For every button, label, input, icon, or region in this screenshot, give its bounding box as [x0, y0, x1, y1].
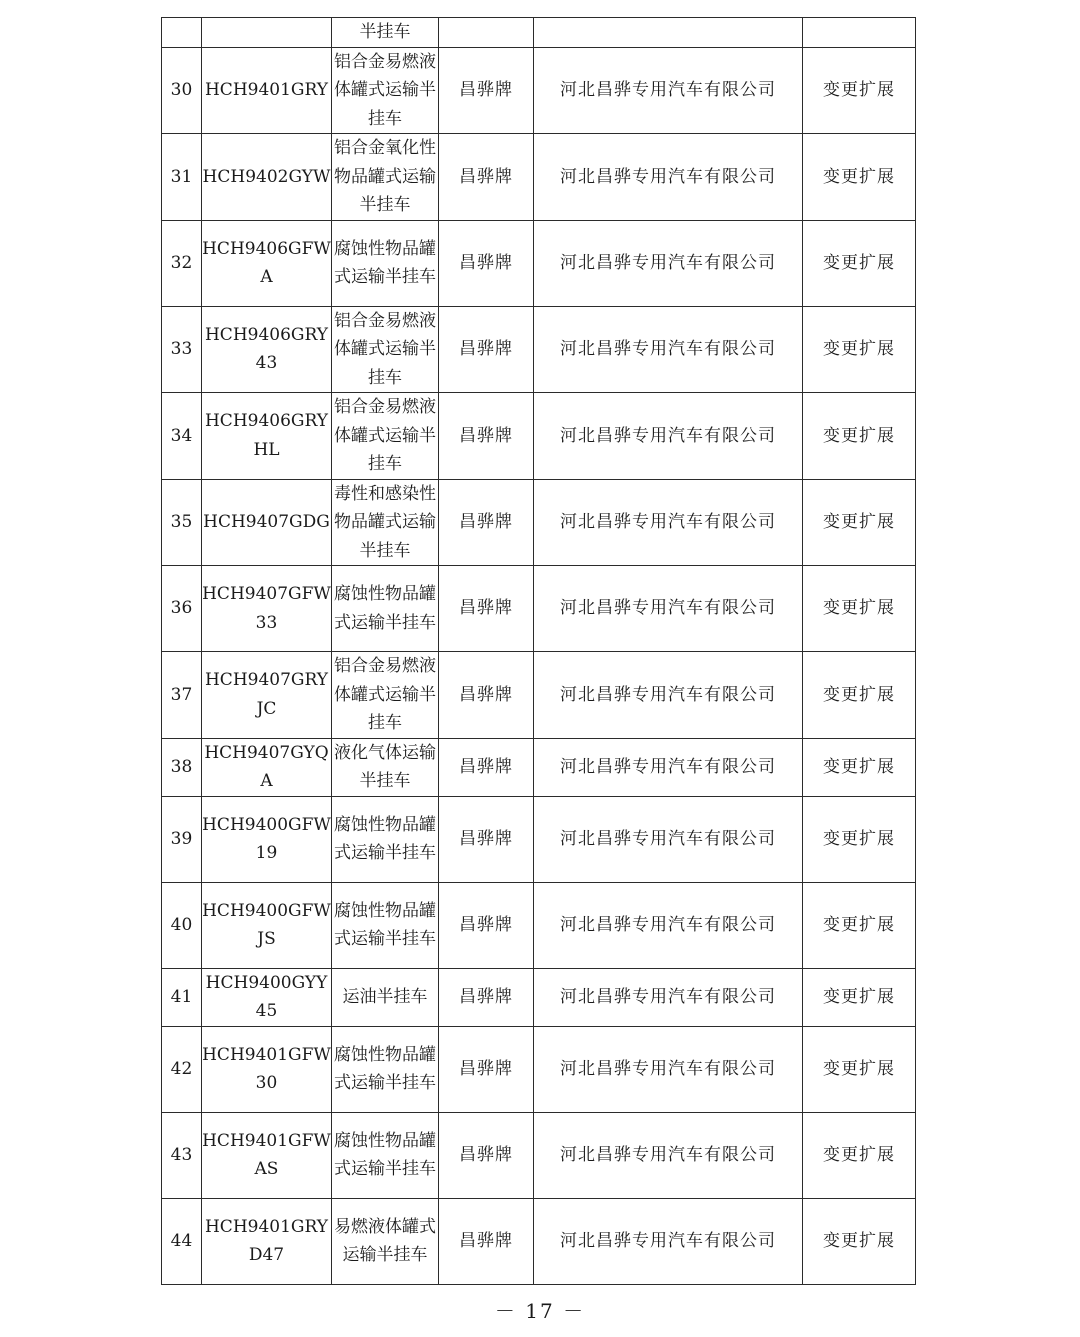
- row-number: 36: [162, 566, 202, 652]
- row-number: 40: [162, 882, 202, 968]
- row-number: 44: [162, 1198, 202, 1284]
- company: 河北昌骅专用汽车有限公司: [534, 134, 803, 221]
- brand: 昌骅牌: [439, 393, 534, 480]
- product-model: HCH9400GFW19: [202, 796, 332, 882]
- company: 河北昌骅专用汽车有限公司: [534, 479, 803, 566]
- row-number: 41: [162, 968, 202, 1026]
- brand: 昌骅牌: [439, 882, 534, 968]
- table-row: [162, 882, 916, 968]
- product-model: HCH9401GFWAS: [202, 1112, 332, 1198]
- product-model: HCH9407GRYJC: [202, 652, 332, 739]
- product-model: HCH9407GDG: [202, 479, 332, 566]
- product-name: 腐蚀性物品罐式运输半挂车: [332, 220, 439, 306]
- product-model: HCH9407GYQA: [202, 738, 332, 796]
- change-type: 变更扩展: [803, 479, 916, 566]
- company: 河北昌骅专用汽车有限公司: [534, 1112, 803, 1198]
- product-name: 铝合金易燃液体罐式运输半挂车: [332, 652, 439, 739]
- change-type: 变更扩展: [803, 47, 916, 134]
- product-model: HCH9406GFWA: [202, 220, 332, 306]
- vehicle-table-body: [162, 18, 916, 1285]
- product-name: 腐蚀性物品罐式运输半挂车: [332, 1112, 439, 1198]
- change-type: 变更扩展: [803, 738, 916, 796]
- company: [534, 18, 803, 48]
- table-row: [162, 393, 916, 480]
- row-number: 35: [162, 479, 202, 566]
- table-row: [162, 47, 916, 134]
- product-model: HCH9406GRYHL: [202, 393, 332, 480]
- brand: [439, 18, 534, 48]
- change-type: 变更扩展: [803, 652, 916, 739]
- company: 河北昌骅专用汽车有限公司: [534, 652, 803, 739]
- company: 河北昌骅专用汽车有限公司: [534, 47, 803, 134]
- row-number: 38: [162, 738, 202, 796]
- change-type: 变更扩展: [803, 1026, 916, 1112]
- page-number: － 17 －: [494, 1299, 586, 1323]
- product-name: 铝合金易燃液体罐式运输半挂车: [332, 306, 439, 393]
- product-name: 腐蚀性物品罐式运输半挂车: [332, 1026, 439, 1112]
- product-name: 运油半挂车: [332, 968, 439, 1026]
- product-name: 铝合金氧化性物品罐式运输半挂车: [332, 134, 439, 221]
- table-row: [162, 1112, 916, 1198]
- product-model: HCH9407GFW33: [202, 566, 332, 652]
- table-row: [162, 968, 916, 1026]
- company: 河北昌骅专用汽车有限公司: [534, 220, 803, 306]
- product-name: 腐蚀性物品罐式运输半挂车: [332, 882, 439, 968]
- product-model: HCH9401GFW30: [202, 1026, 332, 1112]
- company: 河北昌骅专用汽车有限公司: [534, 882, 803, 968]
- change-type: 变更扩展: [803, 393, 916, 480]
- company: 河北昌骅专用汽车有限公司: [534, 566, 803, 652]
- row-number: [162, 18, 202, 48]
- change-type: 变更扩展: [803, 1198, 916, 1284]
- product-name: 铝合金易燃液体罐式运输半挂车: [332, 47, 439, 134]
- product-model: HCH9402GYW: [202, 134, 332, 221]
- product-model: HCH9401GRY: [202, 47, 332, 134]
- product-model: HCH9400GFWJS: [202, 882, 332, 968]
- table-row: [162, 1198, 916, 1284]
- change-type: 变更扩展: [803, 134, 916, 221]
- table-row: [162, 306, 916, 393]
- row-number: 42: [162, 1026, 202, 1112]
- table-row: [162, 134, 916, 221]
- change-type: 变更扩展: [803, 968, 916, 1026]
- brand: 昌骅牌: [439, 796, 534, 882]
- company: 河北昌骅专用汽车有限公司: [534, 1198, 803, 1284]
- company: 河北昌骅专用汽车有限公司: [534, 306, 803, 393]
- product-name: 半挂车: [332, 18, 439, 48]
- table-row: [162, 796, 916, 882]
- brand: 昌骅牌: [439, 738, 534, 796]
- product-name: 液化气体运输半挂车: [332, 738, 439, 796]
- change-type: 变更扩展: [803, 220, 916, 306]
- brand: 昌骅牌: [439, 220, 534, 306]
- table-row: [162, 566, 916, 652]
- change-type: 变更扩展: [803, 566, 916, 652]
- product-name: 易燃液体罐式运输半挂车: [332, 1198, 439, 1284]
- row-number: 43: [162, 1112, 202, 1198]
- brand: 昌骅牌: [439, 652, 534, 739]
- company: 河北昌骅专用汽车有限公司: [534, 796, 803, 882]
- brand: 昌骅牌: [439, 566, 534, 652]
- brand: 昌骅牌: [439, 1026, 534, 1112]
- brand: 昌骅牌: [439, 134, 534, 221]
- company: 河北昌骅专用汽车有限公司: [534, 968, 803, 1026]
- product-model: [202, 18, 332, 48]
- table-row: [162, 652, 916, 739]
- table-row: [162, 220, 916, 306]
- company: 河北昌骅专用汽车有限公司: [534, 393, 803, 480]
- brand: 昌骅牌: [439, 479, 534, 566]
- change-type: 变更扩展: [803, 306, 916, 393]
- change-type: 变更扩展: [803, 1112, 916, 1198]
- brand: 昌骅牌: [439, 968, 534, 1026]
- change-type: 变更扩展: [803, 882, 916, 968]
- vehicle-table: [161, 17, 916, 1285]
- product-name: 腐蚀性物品罐式运输半挂车: [332, 566, 439, 652]
- row-number: 32: [162, 220, 202, 306]
- row-number: 39: [162, 796, 202, 882]
- table-row: [162, 1026, 916, 1112]
- row-number: 37: [162, 652, 202, 739]
- product-name: 毒性和感染性物品罐式运输半挂车: [332, 479, 439, 566]
- brand: 昌骅牌: [439, 306, 534, 393]
- table-row-continuation: [162, 18, 916, 48]
- change-type: 变更扩展: [803, 796, 916, 882]
- row-number: 30: [162, 47, 202, 134]
- row-number: 31: [162, 134, 202, 221]
- company: 河北昌骅专用汽车有限公司: [534, 738, 803, 796]
- product-model: HCH9400GYY45: [202, 968, 332, 1026]
- product-model: HCH9401GRYD47: [202, 1198, 332, 1284]
- product-name: 腐蚀性物品罐式运输半挂车: [332, 796, 439, 882]
- row-number: 33: [162, 306, 202, 393]
- table-row: [162, 479, 916, 566]
- row-number: 34: [162, 393, 202, 480]
- brand: 昌骅牌: [439, 1198, 534, 1284]
- change-type: [803, 18, 916, 48]
- brand: 昌骅牌: [439, 47, 534, 134]
- table-row: [162, 738, 916, 796]
- product-model: HCH9406GRY43: [202, 306, 332, 393]
- company: 河北昌骅专用汽车有限公司: [534, 1026, 803, 1112]
- brand: 昌骅牌: [439, 1112, 534, 1198]
- product-name: 铝合金易燃液体罐式运输半挂车: [332, 393, 439, 480]
